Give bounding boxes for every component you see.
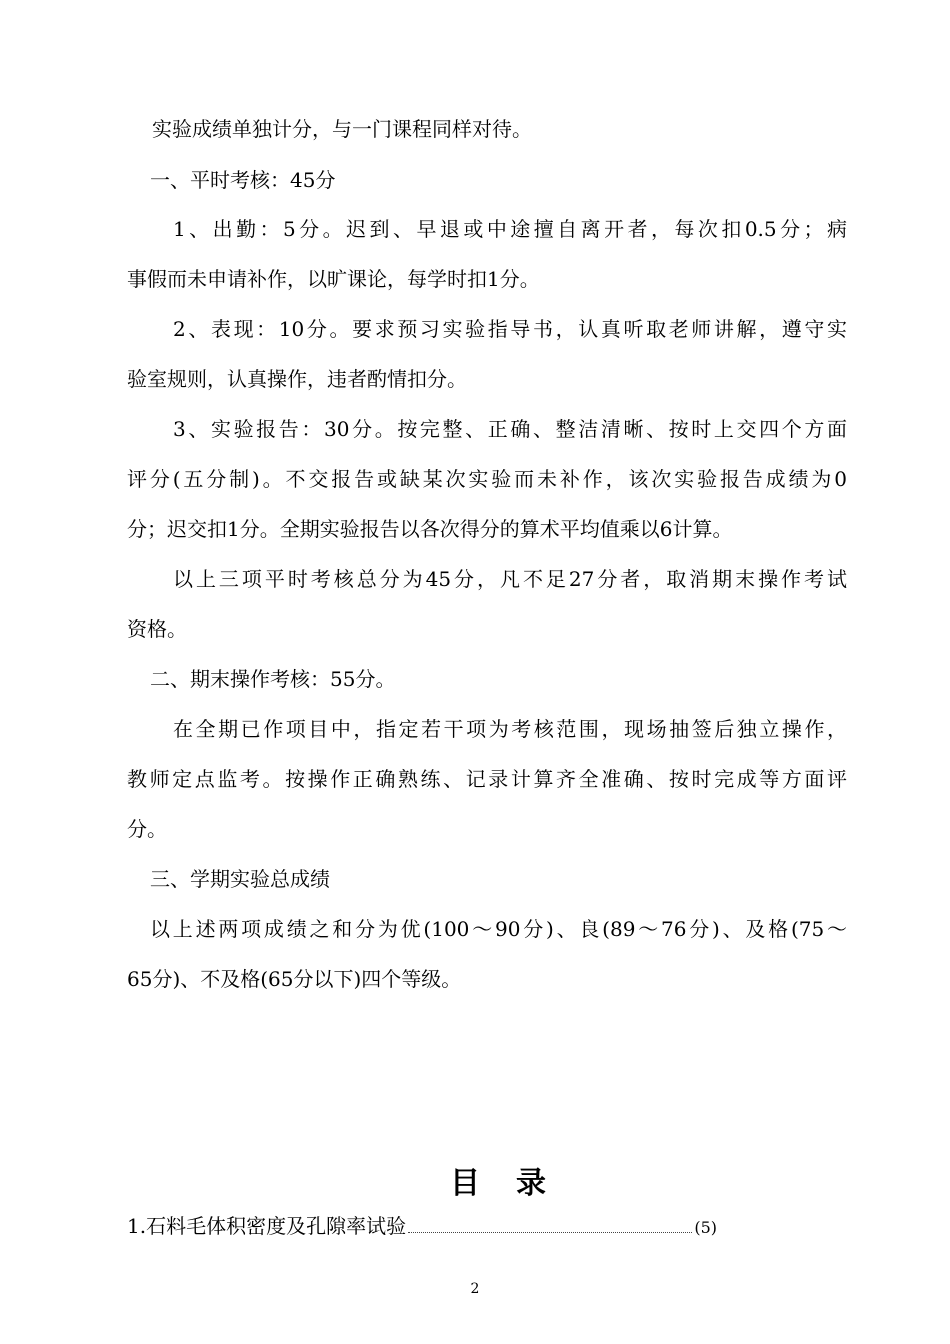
section-heading-semester-total: 三、学期实验总成绩: [150, 867, 330, 891]
toc-entry-page: (5): [694, 1218, 717, 1237]
grades-line-1: 以上述两项成绩之和分为优(100～90分)、良(89～76分)、及格(75～: [150, 917, 847, 941]
performance-line-1: 2、表现：10分。要求预习实验指导书，认真听取老师讲解，遵守实: [173, 317, 847, 341]
attendance-line-2: 事假而未申请补作，以旷课论，每学时扣1分。: [127, 267, 540, 291]
toc-entry[interactable]: [127, 1213, 717, 1241]
grades-line-2: 65分)、不及格(65分以下)四个等级。: [127, 967, 462, 991]
section-heading-final-exam: 二、期末操作考核：55分。: [150, 667, 396, 691]
toc-title: 目录: [450, 1166, 582, 1201]
report-line-1: 3、实验报告：30分。按完整、正确、整洁清晰、按时上交四个方面: [173, 417, 847, 441]
attendance-line-1: 1、出勤：5分。迟到、早退或中途擅自离开者，每次扣0.5分；病: [173, 217, 847, 241]
total-line-1: 以上三项平时考核总分为45分，凡不足27分者，取消期末操作考试: [173, 567, 847, 591]
report-line-2: 评分(五分制)。不交报告或缺某次实验而未补作，该次实验报告成绩为0: [127, 467, 847, 491]
toc-leader-dots: [408, 1216, 692, 1233]
report-line-3: 分；迟交扣1分。全期实验报告以各次得分的算术平均值乘以6计算。: [127, 517, 733, 541]
section-heading-regular-assessment: 一、平时考核：45分: [150, 168, 336, 192]
total-line-2: 资格。: [127, 617, 187, 641]
page-number: 2: [470, 1281, 480, 1297]
performance-line-2: 验室规则，认真操作，违者酌情扣分。: [127, 367, 467, 391]
toc-entry-label: 1.石料毛体积密度及孔隙率试验: [127, 1214, 407, 1238]
intro-line: 实验成绩单独计分，与一门课程同样对待。: [152, 117, 532, 141]
final-exam-line-1: 在全期已作项目中，指定若干项为考核范围，现场抽签后独立操作，: [173, 717, 847, 741]
final-exam-line-2: 教师定点监考。按操作正确熟练、记录计算齐全准确、按时完成等方面评: [127, 767, 847, 791]
final-exam-line-3: 分。: [127, 817, 167, 841]
